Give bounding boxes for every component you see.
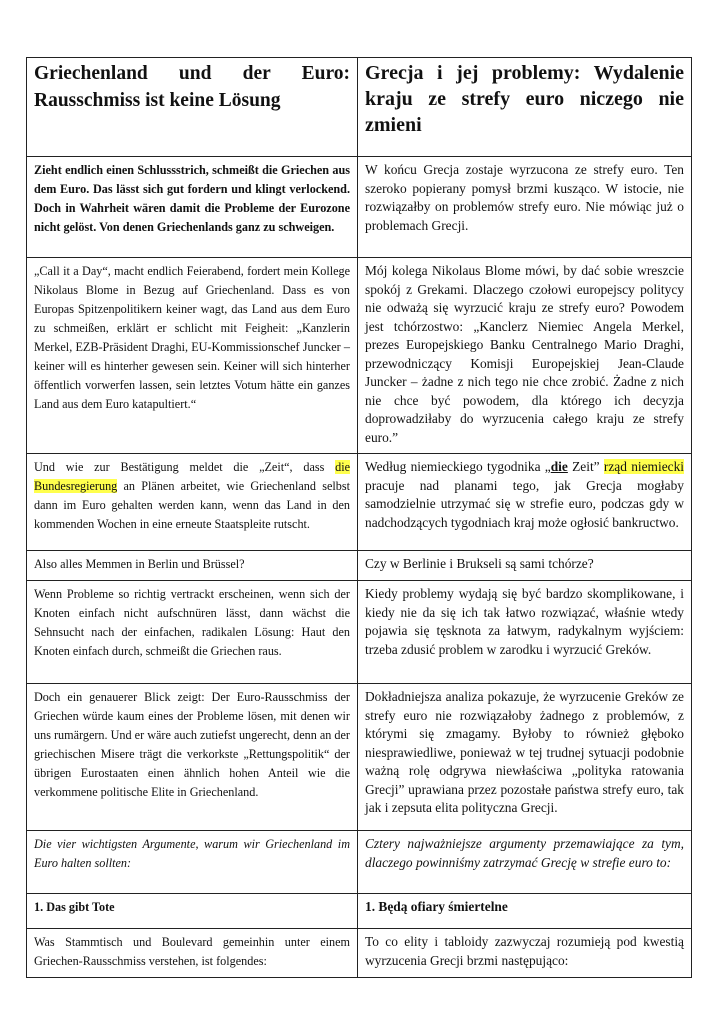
- table-row-paragraph: [27, 258, 692, 454]
- cell-pl-paragraph: [358, 581, 692, 684]
- cell-pl-question: [358, 551, 692, 581]
- paragraph-pl: Kiedy problemy wydają się być bardzo skomplikowane, i kiedy nie da się ich tak łatwo rozwiązać, właśnie wtedy pojawia się tęsknota za łatwym, radykalnym wyjściem: trzeba zdusić problem w zarodku i wyrzucić Greków.: [365, 586, 684, 657]
- cell-pl-section-heading: [358, 894, 692, 929]
- cell-pl-arguments-intro: [358, 831, 692, 894]
- paragraph-de-after: an Plänen arbeitet, wie Griechenland selbst dann im Euro gehalten werden kann, wenn das Land in den kommenden Wochen in eine erneute Staatspleite rutscht.: [34, 479, 350, 531]
- table-row-lead: [27, 157, 692, 258]
- paragraph-pl-before: Według niemieckiego tygodnika „: [365, 459, 551, 474]
- question-de: Also alles Memmen in Berlin und Brüssel?: [34, 557, 245, 571]
- table-row-paragraph: [27, 929, 692, 978]
- cell-de-lead: [27, 157, 358, 258]
- cell-de-arguments-intro: [27, 831, 358, 894]
- table-row-title: [27, 58, 692, 157]
- table-row-arguments-intro: [27, 831, 692, 894]
- bilingual-table: [26, 57, 692, 978]
- cell-pl-paragraph: [358, 454, 692, 551]
- paragraph-de: Was Stammtisch und Boulevard gemeinhin unter einem Griechen-Rausschmiss verstehen, ist folgendes:: [34, 935, 350, 968]
- cell-de-question: [27, 551, 358, 581]
- table-row-question: [27, 551, 692, 581]
- paragraph-pl: To co elity i tabloidy zazwyczaj rozumieją pod kwestią wyrzucenia Grecji brzmi następująco:: [365, 934, 684, 968]
- highlighted-text: die Bundesregierung: [34, 460, 350, 493]
- arguments-intro-de: Die vier wichtigsten Argumente, warum wir Griechenland im Euro halten sollten:: [34, 837, 350, 870]
- cell-de-paragraph: [27, 581, 358, 684]
- table-row-paragraph: [27, 684, 692, 831]
- cell-pl-paragraph: [358, 684, 692, 831]
- paragraph-pl-after: pracuje nad planami tego, jak Grecja mogłaby samodzielnie utrzymać się w strefie euro, podczas gdy w nadchodzących tygodniach kraj może ogłosić bankructwo.: [365, 477, 684, 530]
- title-de: Griechenland und der Euro: Rausschmiss ist keine Lösung: [34, 63, 350, 111]
- table-row-section-heading: [27, 894, 692, 929]
- paragraph-de: Doch ein genauerer Blick zeigt: Der Euro-Rausschmiss der Griechen würde kaum eines der Probleme lösen, mit denen wir uns rumärgern. Und er wäre auch zutiefst ungerecht, denn an der griechischen Misere trägt die verkorkste „Rettungspolitik“ der übrigen Eurostaaten einen ähnlich hohen Anteil wie die verkommene politische Elite in Griechenland.: [34, 690, 350, 799]
- cell-de-title: [27, 58, 358, 157]
- question-pl: Czy w Berlinie i Brukseli są sami tchórze?: [365, 556, 594, 571]
- paragraph-pl-mid: Zeit”: [567, 459, 604, 474]
- cell-de-section-heading: [27, 894, 358, 929]
- paragraph-de: Wenn Probleme so richtig vertrackt erscheinen, wenn sich der Knoten einfach nicht aufschnüren lässt, dann wächst die Sehnsucht nach der einfachen, radikalen Lösung: Haut den Knoten einfach durch, schmeißt die Griechen raus.: [34, 587, 350, 658]
- section-heading-de: 1. Das gibt Tote: [34, 900, 115, 914]
- section-heading-pl: 1. Będą ofiary śmiertelne: [365, 899, 508, 914]
- paragraph-de: „Call it a Day“, macht endlich Feierabend, fordert mein Kollege Nikolaus Blome in Bezug auf Griechenland. Dass es von Europas Spitzenpolitikern keiner wagt, das Land aus dem Euro zu schmeißen, erklärt er schlicht mit Feigheit: „Kanzlerin Merkel, EZB-Präsident Draghi, EU-Kommissionschef Juncker – keiner will es hinterher gewesen sein. Keiner will sich hinterher öffentlich vorwerfen lassen, sein letztes Votum hätte ein ganzes Land aus dem Euro katapultiert.“: [34, 264, 350, 411]
- title-pl: Grecja i jej problemy: Wydalenie kraju ze strefy euro niczego nie zmieni: [365, 62, 684, 136]
- paragraph-pl: Mój kolega Nikolaus Blome mówi, by dać sobie wreszcie spokój z Grekami. Dlaczego czołowi europejscy politycy nie odważą się wyrzucić kraju ze strefy euro? Powodem jest tchórzostwo: „Kanclerz Niemiec Angela Merkel, prezes Europejskiego Banku Centralnego Mario Draghi, przewodniczący Komisji Europejskiej Jean-Claude Juncker – żadne z nich tego nie chce zrobić. Żadne z nich nie chce być powodem, dla którego ich decyzja doprowadziłaby do wyrzucenia całego kraju ze strefy euro.”: [365, 263, 684, 445]
- table-row-paragraph: [27, 454, 692, 551]
- lead-pl: W końcu Grecja zostaje wyrzucona ze strefy euro. Ten szeroko popierany pomysł brzmi kusząco. W istocie, nie rozwiązałby on problemów strefy euro. Nie mówiąc już o problemach Grecji.: [365, 162, 684, 233]
- cell-pl-title: [358, 58, 692, 157]
- highlighted-text: rząd niemiecki: [603, 459, 684, 474]
- cell-de-paragraph: [27, 258, 358, 454]
- lead-de: Zieht endlich einen Schlussstrich, schmeißt die Griechen aus dem Euro. Das lässt sich gut fordern und klingt verlockend. Doch in Wahrheit wären damit die Probleme der Eurozone nicht gelöst. Von denen Griechenlands ganz zu schweigen.: [34, 163, 350, 234]
- cell-de-paragraph: [27, 929, 358, 978]
- paragraph-de-before: Und wie zur Bestätigung meldet die „Zeit“, dass: [34, 460, 336, 474]
- cell-de-paragraph: [27, 684, 358, 831]
- paragraph-pl: Dokładniejsza analiza pokazuje, że wyrzucenie Greków ze strefy euro nie rozwiązałoby żadnego z problemów, z którymi się zmagamy. Byłoby to również głęboko niesprawiedliwe, ponieważ w tej trudnej sytuacji podobnie ważną rolę odgrywa niewłaściwa „polityka ratowania Grecji” uprawiana przez pozostałe państwa strefy euro, tak jak i zepsuta elita polityczna Grecji.: [365, 689, 684, 815]
- underlined-text: die: [550, 459, 568, 474]
- cell-pl-paragraph: [358, 258, 692, 454]
- cell-pl-lead: [358, 157, 692, 258]
- cell-pl-paragraph: [358, 929, 692, 978]
- cell-de-paragraph: [27, 454, 358, 551]
- table-row-paragraph: [27, 581, 692, 684]
- arguments-intro-pl: Cztery najważniejsze argumenty przemawiające za tym, dlaczego powinniśmy zatrzymać Grecję w strefie euro to:: [365, 836, 684, 870]
